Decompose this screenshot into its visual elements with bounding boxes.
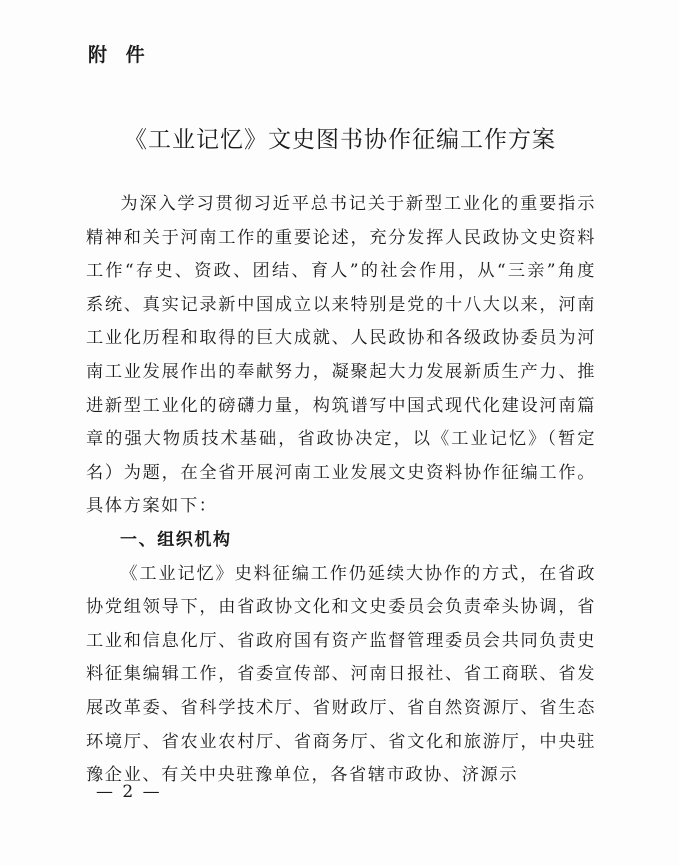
document-title: 《工业记忆》文史图书协作征编工作方案 xyxy=(124,127,556,153)
intro-paragraph: 为深入学习贯彻习近平总书记关于新型工业化的重要指示精神和关于河南工作的重要论述，充分发挥人民政协文史资料工作“存史、资政、团结、育人”的社会作用，从“三亲”角度系统、真实记录新中国成立以来特别是党的十八大以来，河南工业化历程和取得的巨大成就、人民政协和各级政协委员为河南工业发展作出的奉献努力，凝聚起大力发展新质生产力、推进新型工业化的磅礴力量，构筑谱写中国式现代化建设河南篇章的强大物质技术基础，省政协决定，以《工业记忆》（暂定名）为题，在全省开展河南工业发展文史资料协作征编工作。具体方案如下： xyxy=(86,194,596,517)
page-number: — 2 — xyxy=(96,782,162,802)
section-heading-organization: 一、组织机构 xyxy=(120,529,232,550)
section-paragraph-organization: 《工业记忆》史料征编工作仍延续大协作的方式，在省政协党组领导下，由省政协文化和文史委员会负责牵头协调，省工业和信息化厅、省政府国有资产监督管理委员会共同负责史料征集编辑工作，省委宣传部、河南日报社、省工商联、省发展改革委、省科学技术厅、省财政厅、省自然资源厅、省生态环境厅、省农业农村厅、省商务厅、省文化和旅游厅，中央驻豫企业、有关中央驻豫单位，各省辖市政协、济源示 xyxy=(86,563,596,786)
attachment-label: 附 件 xyxy=(88,44,151,66)
document-body xyxy=(86,188,596,793)
